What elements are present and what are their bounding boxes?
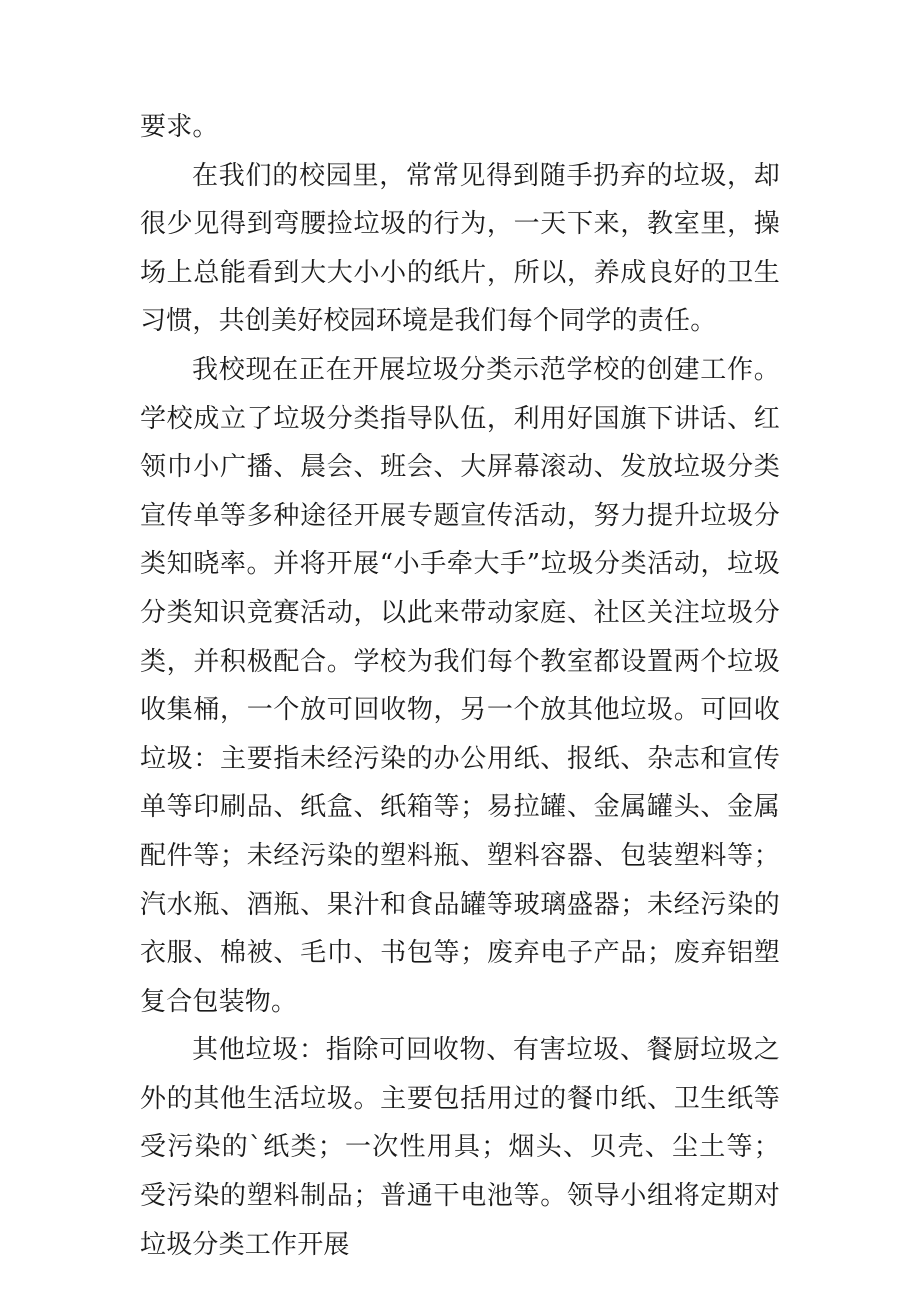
- paragraph-3: 我校现在正在开展垃圾分类示范学校的创建工作。学校成立了垃圾分类指导队伍，利用好国旗下讲话、红领巾小广播、晨会、班会、大屏幕滚动、发放垃圾分类宣传单等多种途径开展专题宣传活动，努力提升垃圾分类知晓率。并将开展“小手牵大手”垃圾分类活动，垃圾分类知识竞赛活动，以此来带动家庭、社区关注垃圾分类，并积极配合。学校为我们每个教室都设置两个垃圾收集桶，一个放可回收物，另一个放其他垃圾。可回收垃圾：主要指未经污染的办公用纸、报纸、杂志和宣传单等印刷品、纸盒、纸箱等；易拉罐、金属罐头、金属配件等；未经污染的塑料瓶、塑料容器、包装塑料等；汽水瓶、酒瓶、果汁和食品罐等玻璃盛器；未经污染的衣服、棉被、毛巾、书包等；废弃电子产品；废弃铝塑复合包装物。: [140, 354, 780, 1017]
- paragraph-1: 要求。: [140, 112, 219, 142]
- body-text: [140, 103, 780, 1269]
- paragraph-2: 在我们的校园里，常常见得到随手扔弃的垃圾，却很少见得到弯腰捡垃圾的行为，一天下来，教室里，操场上总能看到大大小小的纸片，所以，养成良好的卫生习惯，共创美好校园环境是我们每个同学的责任。: [140, 160, 780, 337]
- paragraph-4: 其他垃圾：指除可回收物、有害垃圾、餐厨垃圾之外的其他生活垃圾。主要包括用过的餐巾纸、卫生纸等受污染的`纸类；一次性用具；烟头、贝壳、尘土等；受污染的塑料制品；普通干电池等。领导小组将定期对垃圾分类工作开展: [140, 1035, 780, 1260]
